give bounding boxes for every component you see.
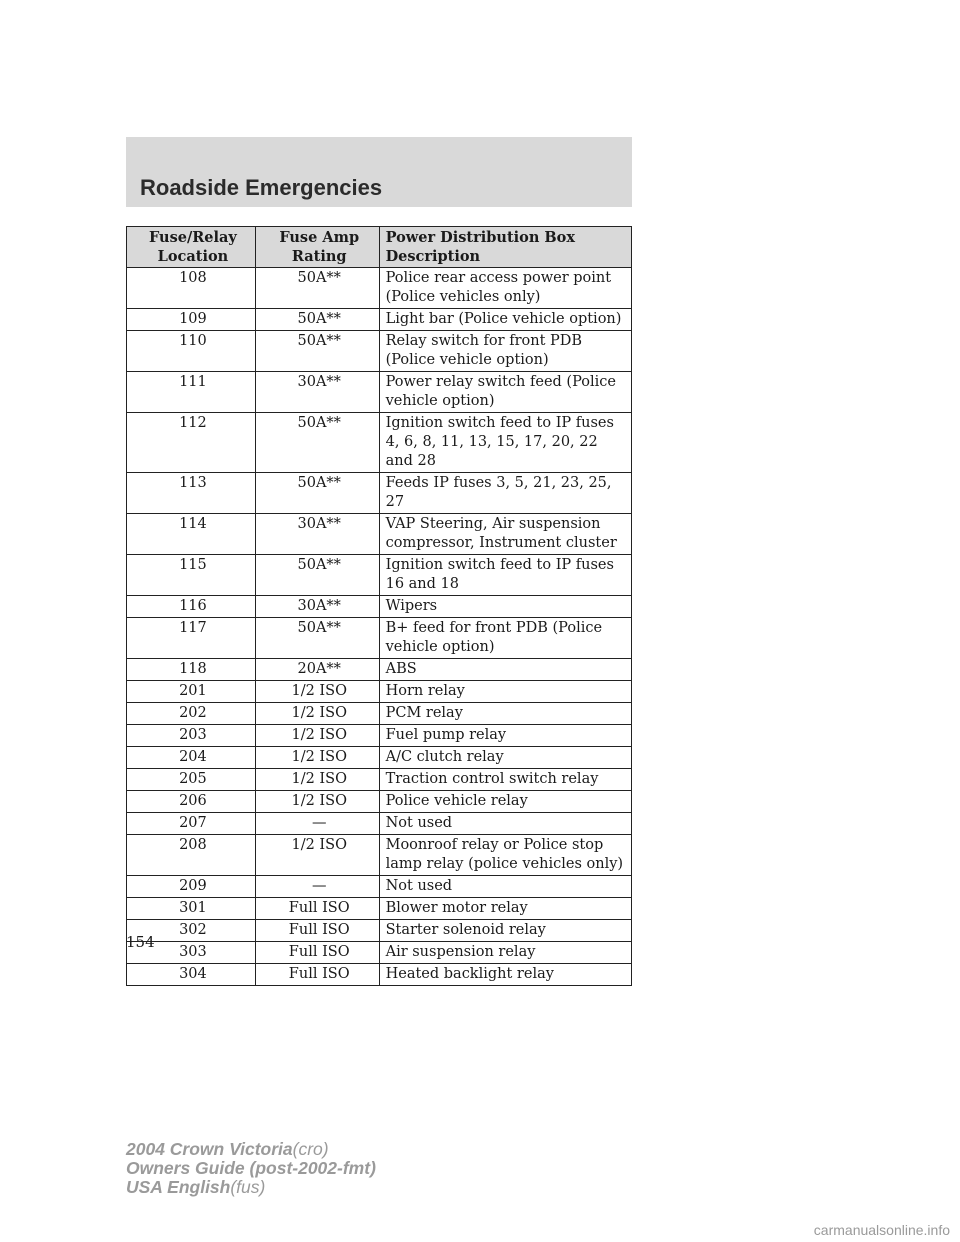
footer-guide: Owners Guide (post-2002-fmt) — [126, 1158, 376, 1178]
cell-location: 204 — [127, 747, 256, 769]
cell-location: 111 — [127, 372, 256, 413]
cell-description: Fuel pump relay — [379, 725, 631, 747]
table-row — [127, 514, 632, 555]
cell-description: PCM relay — [379, 703, 631, 725]
cell-description: Heated backlight relay — [379, 964, 631, 986]
cell-location: 302 — [127, 920, 256, 942]
cell-description: Horn relay — [379, 681, 631, 703]
column-header-location-line1: Fuse/Relay — [148, 229, 237, 246]
cell-amp-rating: — — [255, 876, 379, 898]
cell-amp-rating: 30A** — [255, 596, 379, 618]
table-row — [127, 473, 632, 514]
cell-description: Police rear access power point (Police vehicles only) — [379, 268, 631, 309]
cell-amp-rating: — — [255, 813, 379, 835]
cell-description: Wipers — [379, 596, 631, 618]
cell-location: 117 — [127, 618, 256, 659]
cell-description: Blower motor relay — [379, 898, 631, 920]
cell-description: Power relay switch feed (Police vehicle option) — [379, 372, 631, 413]
cell-location: 205 — [127, 769, 256, 791]
table-row — [127, 813, 632, 835]
column-header-description-line2: Description — [385, 248, 481, 265]
cell-location: 303 — [127, 942, 256, 964]
table-row — [127, 769, 632, 791]
table-row — [127, 372, 632, 413]
cell-amp-rating: 50A** — [255, 309, 379, 331]
fuse-table — [126, 226, 632, 986]
cell-location: 116 — [127, 596, 256, 618]
cell-amp-rating: 1/2 ISO — [255, 835, 379, 876]
cell-amp-rating: Full ISO — [255, 898, 379, 920]
footer — [126, 1140, 376, 1197]
cell-description: Relay switch for front PDB (Police vehicle option) — [379, 331, 631, 372]
cell-amp-rating: 1/2 ISO — [255, 703, 379, 725]
cell-amp-rating: 50A** — [255, 331, 379, 372]
footer-line-2 — [126, 1159, 376, 1178]
cell-amp-rating: Full ISO — [255, 942, 379, 964]
table-row — [127, 703, 632, 725]
cell-amp-rating: 30A** — [255, 514, 379, 555]
cell-description: Ignition switch feed to IP fuses 16 and 18 — [379, 555, 631, 596]
cell-description: Not used — [379, 876, 631, 898]
table-row — [127, 681, 632, 703]
page-number: 154 — [126, 933, 155, 951]
column-header-location — [127, 227, 256, 268]
table-row — [127, 618, 632, 659]
cell-amp-rating: 1/2 ISO — [255, 681, 379, 703]
cell-location: 301 — [127, 898, 256, 920]
cell-location: 112 — [127, 413, 256, 473]
footer-language: USA English — [126, 1177, 231, 1197]
footer-line-1 — [126, 1140, 376, 1159]
cell-description: Feeds IP fuses 3, 5, 21, 23, 25, 27 — [379, 473, 631, 514]
cell-description: Traction control switch relay — [379, 769, 631, 791]
column-header-amp — [255, 227, 379, 268]
table-header-row — [127, 227, 632, 268]
table-row — [127, 898, 632, 920]
cell-location: 207 — [127, 813, 256, 835]
cell-location: 110 — [127, 331, 256, 372]
cell-description: Ignition switch feed to IP fuses 4, 6, 8, 11, 13, 15, 17, 20, 22 and 28 — [379, 413, 631, 473]
cell-location: 118 — [127, 659, 256, 681]
cell-amp-rating: 1/2 ISO — [255, 791, 379, 813]
cell-location: 108 — [127, 268, 256, 309]
cell-amp-rating: 50A** — [255, 618, 379, 659]
column-header-amp-line1: Fuse Amp — [279, 229, 360, 246]
cell-location: 109 — [127, 309, 256, 331]
table-row — [127, 309, 632, 331]
cell-amp-rating: 1/2 ISO — [255, 747, 379, 769]
table-row — [127, 725, 632, 747]
cell-amp-rating: 20A** — [255, 659, 379, 681]
cell-description: A/C clutch relay — [379, 747, 631, 769]
column-header-amp-line2: Rating — [291, 248, 347, 265]
table-row — [127, 835, 632, 876]
cell-description: ABS — [379, 659, 631, 681]
table-row — [127, 331, 632, 372]
table-row — [127, 268, 632, 309]
cell-amp-rating: 1/2 ISO — [255, 769, 379, 791]
cell-description: VAP Steering, Air suspension compressor, Instrument cluster — [379, 514, 631, 555]
cell-location: 209 — [127, 876, 256, 898]
cell-amp-rating: 50A** — [255, 268, 379, 309]
cell-description: B+ feed for front PDB (Police vehicle option) — [379, 618, 631, 659]
column-header-location-line2: Location — [157, 248, 229, 265]
table-row — [127, 413, 632, 473]
column-header-description-line1: Power Distribution Box — [385, 229, 575, 246]
table-row — [127, 747, 632, 769]
cell-amp-rating: 50A** — [255, 413, 379, 473]
table-row — [127, 659, 632, 681]
table-row — [127, 791, 632, 813]
cell-location: 113 — [127, 473, 256, 514]
table-row — [127, 596, 632, 618]
cell-amp-rating: 50A** — [255, 473, 379, 514]
cell-description: Moonroof relay or Police stop lamp relay (police vehicles only) — [379, 835, 631, 876]
cell-description: Police vehicle relay — [379, 791, 631, 813]
table-row — [127, 876, 632, 898]
cell-location: 114 — [127, 514, 256, 555]
cell-location: 203 — [127, 725, 256, 747]
table-row — [127, 555, 632, 596]
section-title: Roadside Emergencies — [140, 175, 383, 200]
cell-location: 206 — [127, 791, 256, 813]
footer-language-code: (fus) — [230, 1177, 266, 1197]
cell-location: 115 — [127, 555, 256, 596]
table-row — [127, 942, 632, 964]
fuse-table-body — [127, 268, 632, 986]
cell-amp-rating: Full ISO — [255, 920, 379, 942]
section-header — [126, 137, 632, 207]
cell-description: Air suspension relay — [379, 942, 631, 964]
footer-model-code: (cro) — [292, 1139, 329, 1159]
footer-model: 2004 Crown Victoria — [126, 1139, 293, 1159]
watermark: carmanualsonline.info — [813, 1222, 950, 1238]
table-row — [127, 920, 632, 942]
cell-amp-rating: 50A** — [255, 555, 379, 596]
cell-description: Starter solenoid relay — [379, 920, 631, 942]
column-header-description — [379, 227, 631, 268]
cell-location: 208 — [127, 835, 256, 876]
table-row — [127, 964, 632, 986]
cell-location: 202 — [127, 703, 256, 725]
cell-amp-rating: 30A** — [255, 372, 379, 413]
cell-amp-rating: Full ISO — [255, 964, 379, 986]
cell-description: Not used — [379, 813, 631, 835]
cell-description: Light bar (Police vehicle option) — [379, 309, 631, 331]
cell-amp-rating: 1/2 ISO — [255, 725, 379, 747]
cell-location: 201 — [127, 681, 256, 703]
cell-location: 304 — [127, 964, 256, 986]
footer-line-3 — [126, 1178, 376, 1197]
